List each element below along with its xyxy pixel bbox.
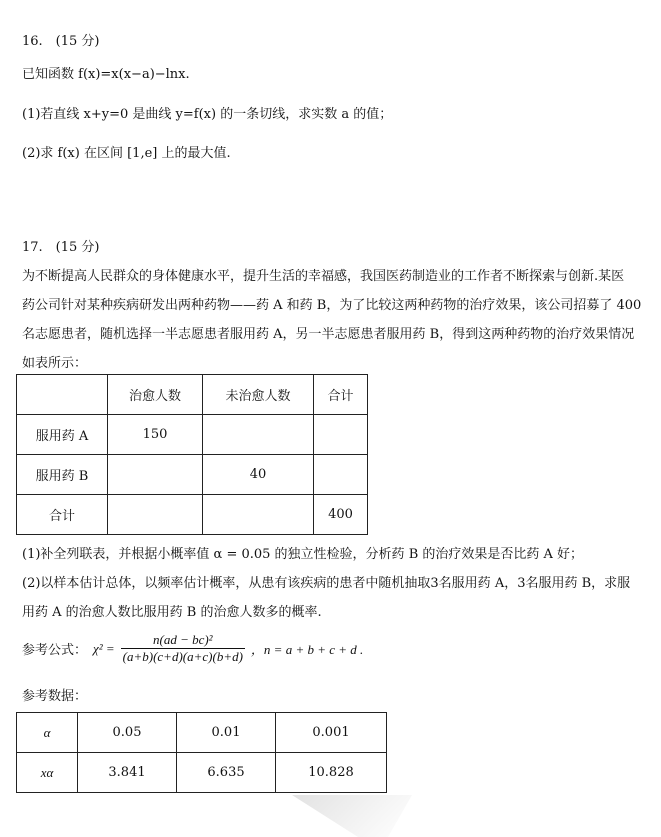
- table-cell: α: [17, 713, 78, 753]
- table-cell: [314, 415, 368, 455]
- q17-part2-line2: 用药 A 的治愈人数比服用药 B 的治愈人数多的概率.: [22, 605, 322, 620]
- table-cell: [203, 495, 314, 535]
- table-cell: 0.001: [276, 713, 387, 753]
- table-row: [17, 495, 368, 535]
- table-cell: 合计: [314, 375, 368, 415]
- table-cell: [203, 415, 314, 455]
- q17-intro-line4: 如表所示：: [22, 356, 88, 371]
- q17-intro-line3: 名志愿患者，随机选择一半志愿患者服用药 A，另一半志愿患者服用药 B，得到这两种药物的治疗效果情况: [22, 327, 635, 342]
- table-row: [17, 415, 368, 455]
- q16-header: 16. (15 分): [22, 34, 100, 49]
- table-cell: [314, 455, 368, 495]
- table-cell: 150: [108, 415, 203, 455]
- table-cell: 服用药 B: [17, 455, 108, 495]
- table-cell: [17, 375, 108, 415]
- q17-intro-line1: 为不断提高人民群众的身体健康水平，提升生活的幸福感，我国医药制造业的工作者不断探索与创新.某医: [22, 269, 625, 284]
- table-cell: 40: [203, 455, 314, 495]
- q16-part1: (1)若直线 x+y=0 是曲线 y=f(x) 的一条切线，求实数 a 的值；: [22, 107, 393, 122]
- contingency-table: [16, 374, 368, 535]
- table-cell: 未治愈人数: [203, 375, 314, 415]
- reference-data-label: 参考数据：: [22, 689, 88, 704]
- table-cell: xα: [17, 753, 78, 793]
- table-cell: 服用药 A: [17, 415, 108, 455]
- formula-fraction: [121, 632, 245, 665]
- q17-intro-line2: 药公司针对某种疾病研发出两种药物——药 A 和药 B，为了比较这两种药物的治疗效果，该公司招募了 400: [22, 298, 642, 313]
- table-cell: 合计: [17, 495, 108, 535]
- q17-part2-line1: (2)以样本估计总体，以频率估计概率，从患有该疾病的患者中随机抽取3名服用药 A，3名服用药 B，求服: [22, 576, 631, 591]
- table-cell: 400: [314, 495, 368, 535]
- table-cell: 6.635: [177, 753, 276, 793]
- reference-data-table: [16, 712, 387, 793]
- page-shadow-decoration: [292, 795, 412, 837]
- table-cell: [108, 455, 203, 495]
- q16-part2: (2)求 f(x) 在区间 [1,e] 上的最大值.: [22, 146, 231, 161]
- reference-formula: [22, 632, 363, 665]
- formula-numerator: n(ad − bc)²: [121, 632, 245, 649]
- q17-part1: (1)补全列联表，并根据小概率值 α = 0.05 的独立性检验，分析药 B 的治疗效果是否比药 A 好；: [22, 547, 584, 562]
- table-row: [17, 713, 387, 753]
- formula-tail: ，n = a + b + c + d .: [250, 642, 364, 657]
- table-cell: [108, 495, 203, 535]
- table-row: [17, 455, 368, 495]
- formula-denominator: (a+b)(c+d)(a+c)(b+d): [122, 649, 243, 664]
- formula-label: 参考公式：: [22, 643, 88, 658]
- table-cell: 3.841: [78, 753, 177, 793]
- table-cell: 0.05: [78, 713, 177, 753]
- table-cell: 0.01: [177, 713, 276, 753]
- formula-lhs: χ² =: [93, 640, 115, 656]
- table-cell: 10.828: [276, 753, 387, 793]
- q17-header: 17. (15 分): [22, 240, 100, 255]
- table-row: [17, 753, 387, 793]
- q16-given: 已知函数 f(x)=x(x−a)−lnx.: [22, 67, 190, 82]
- table-header-row: [17, 375, 368, 415]
- table-cell: 治愈人数: [108, 375, 203, 415]
